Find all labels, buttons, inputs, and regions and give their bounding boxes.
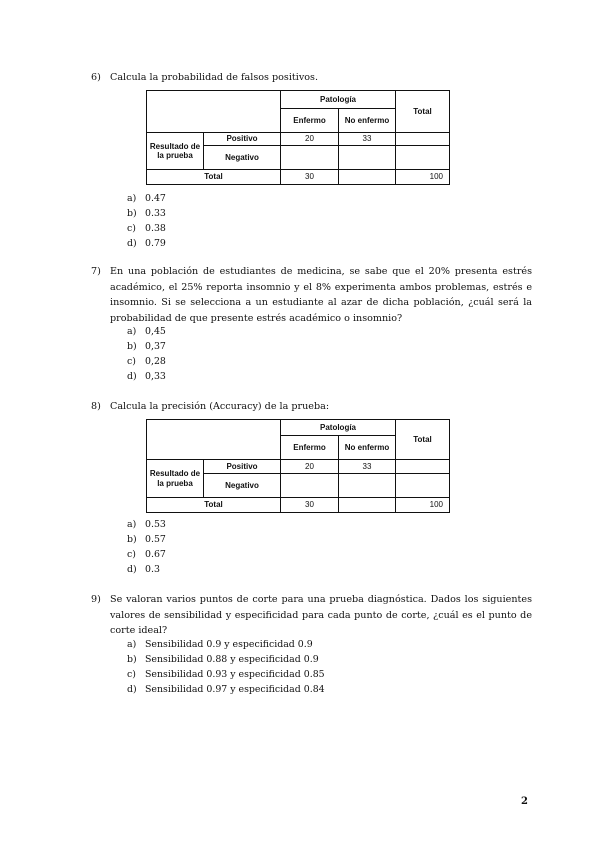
row-total-header: Total [147,170,281,185]
cell-pos-no-enfermo: 33 [339,133,396,146]
row-group-header: Resultado de la prueba [147,133,204,170]
contingency-table [146,90,450,185]
cell-neg-total [396,474,450,498]
cell-total-no-enfermo [339,498,396,513]
col-no-enfermo-header: No enfermo [339,436,396,460]
question-text: Calcula la probabilidad de falsos positivos. [110,72,318,83]
option-a: a) 0,45 [127,326,166,337]
option-b: b) 0.57 [127,534,166,545]
cell-total-total: 100 [396,498,450,513]
option-d: d) Sensibilidad 0.97 y especificidad 0.84 [127,684,325,695]
option-c: c) 0,28 [127,356,166,367]
col-group-header: Patología [281,91,396,109]
col-total-header: Total [396,91,450,133]
question-number: 6) [91,72,101,83]
option-a: a) 0.47 [127,193,166,204]
option-c: c) 0.38 [127,223,166,234]
cell-neg-no-enfermo [339,146,396,170]
row-positivo-header: Positivo [204,460,281,474]
option-c: c) Sensibilidad 0.93 y especificidad 0.85 [127,669,325,680]
option-b: b) 0,37 [127,341,166,352]
row-negativo-header: Negativo [204,474,281,498]
option-b: b) 0.33 [127,208,166,219]
col-total-header: Total [396,420,450,460]
col-enfermo-header: Enfermo [281,109,339,133]
cell-total-no-enfermo [339,170,396,185]
option-c: c) 0.67 [127,549,166,560]
question-number: 8) [91,401,101,412]
row-total-header: Total [147,498,281,513]
option-d: d) 0.3 [127,564,160,575]
question-number: 9) [91,594,101,605]
question-text: En una población de estudiantes de medicina, se sabe que el 20% presenta estrés académico, el 25% reporta insomnio y el 8% experimenta ambos problemas, estrés e insomnio. Si se selecciona a un estudiante al azar de dicha población, ¿cuál será la probabilidad de que presente estrés académico o insomnio? [110,266,532,324]
row-positivo-header: Positivo [204,133,281,146]
cell-total-enfermo: 30 [281,498,339,513]
col-group-header: Patología [281,420,396,436]
option-b: b) Sensibilidad 0.88 y especificidad 0.9 [127,654,319,665]
cell-pos-enfermo: 20 [281,460,339,474]
cell-pos-total [396,133,450,146]
option-d: d) 0.79 [127,238,166,249]
cell-neg-enfermo [281,474,339,498]
option-a: a) 0.53 [127,519,166,530]
option-a: a) Sensibilidad 0.9 y especificidad 0.9 [127,639,313,650]
option-d: d) 0,33 [127,371,166,382]
cell-neg-no-enfermo [339,474,396,498]
page-number: 2 [521,796,528,807]
question-number: 7) [91,266,101,277]
cell-neg-total [396,146,450,170]
contingency-table [146,419,450,513]
col-enfermo-header: Enfermo [281,436,339,460]
table-corner [147,91,281,133]
cell-total-enfermo: 30 [281,170,339,185]
cell-neg-enfermo [281,146,339,170]
col-no-enfermo-header: No enfermo [339,109,396,133]
cell-pos-enfermo: 20 [281,133,339,146]
question-text: Calcula la precisión (Accuracy) de la prueba: [110,401,330,412]
cell-pos-total [396,460,450,474]
row-group-header: Resultado de la prueba [147,460,204,498]
cell-total-total: 100 [396,170,450,185]
row-negativo-header: Negativo [204,146,281,170]
cell-pos-no-enfermo: 33 [339,460,396,474]
table-corner [147,420,281,460]
question-text: Se valoran varios puntos de corte para una prueba diagnóstica. Dados los siguientes valores de sensibilidad y especificidad para cada punto de corte, ¿cuál es el punto de corte ideal? [110,594,532,636]
